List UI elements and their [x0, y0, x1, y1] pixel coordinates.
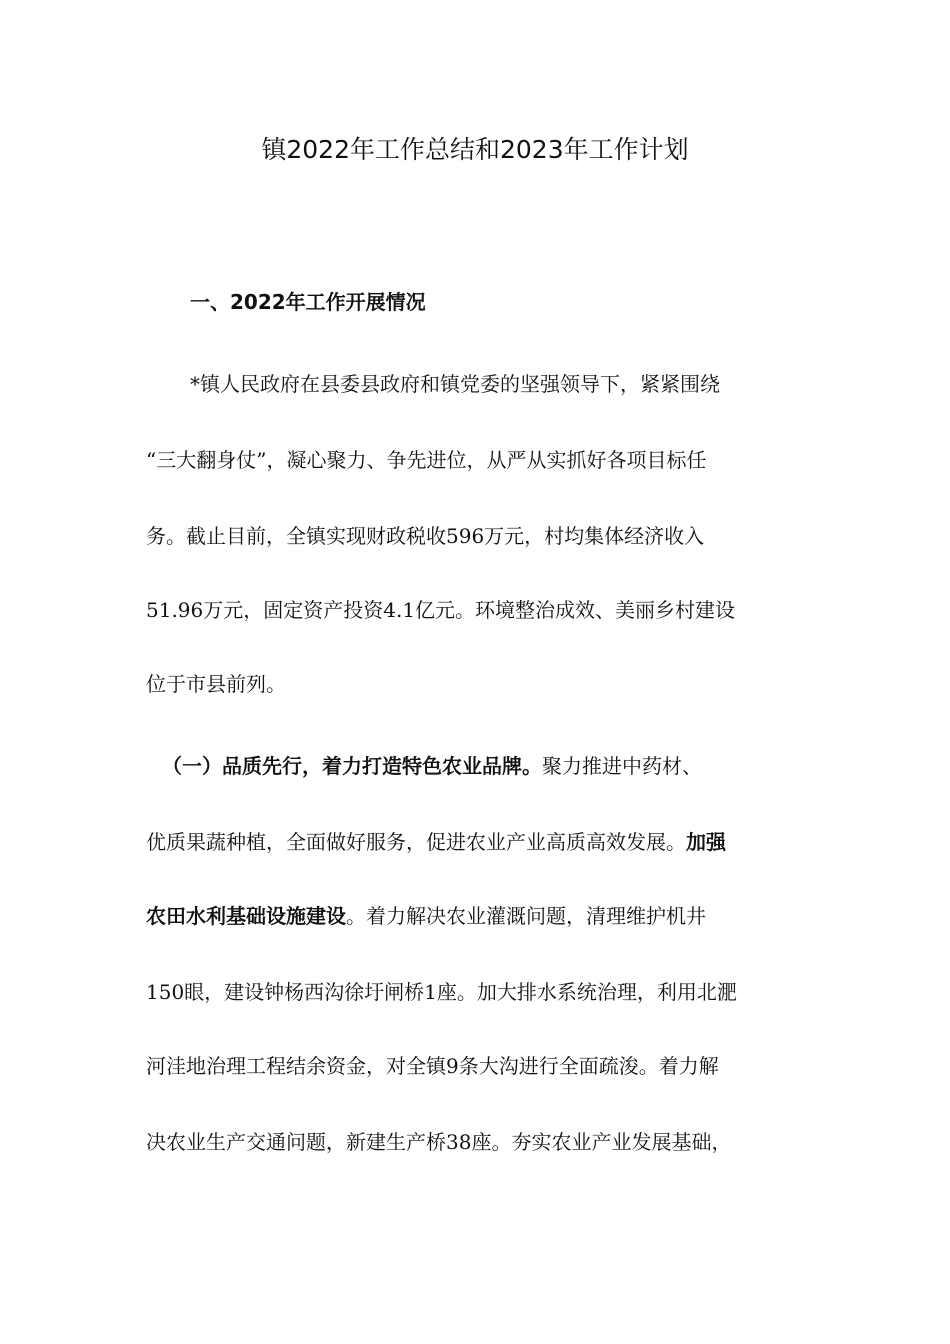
- paragraph-line: 51.96万元，固定资产投资4.1亿元。环境整治成效、美丽乡村建设: [146, 598, 736, 622]
- paragraph-text: 优质果蔬种植，全面做好服务，促进农业产业高质高效发展。: [146, 830, 686, 854]
- paragraph-text: 聚力推进中药材、: [542, 754, 702, 778]
- paragraph-line: 位于市县前列。: [146, 672, 286, 696]
- paragraph-line: *镇人民政府在县委县政府和镇党委的坚强领导下，紧紧围绕: [190, 372, 720, 396]
- paragraph-text: 。着力解决农业灌溉问题，清理维护机井: [346, 904, 706, 928]
- paragraph-line: 河洼地治理工程结余资金，对全镇9条大沟进行全面疏浚。着力解: [146, 1054, 719, 1078]
- paragraph-line: “三大翻身仗”，凝心聚力、争先进位，从严从实抓好各项目标任: [146, 448, 707, 472]
- emphasis-text: 加强: [686, 830, 726, 854]
- paragraph-line: 决农业生产交通问题，新建生产桥38座。夯实农业产业发展基础，: [146, 1130, 732, 1154]
- subsection-heading: （一）品质先行，着力打造特色农业品牌。: [162, 754, 542, 778]
- subsection-line: [162, 746, 702, 786]
- subsection-line: [146, 896, 706, 936]
- section-heading: 一、2022年工作开展情况: [190, 290, 426, 314]
- document-title: 镇2022年工作总结和2023年工作计划: [261, 135, 689, 164]
- paragraph-line: 务。截止目前，全镇实现财政税收596万元，村均集体经济收入: [146, 524, 705, 548]
- paragraph-line: 150眼，建设钟杨西沟徐圩闸桥1座。加大排水系统治理，利用北淝: [146, 980, 737, 1004]
- subsection-line: [146, 822, 726, 862]
- emphasis-text: 农田水利基础设施建设: [146, 904, 346, 928]
